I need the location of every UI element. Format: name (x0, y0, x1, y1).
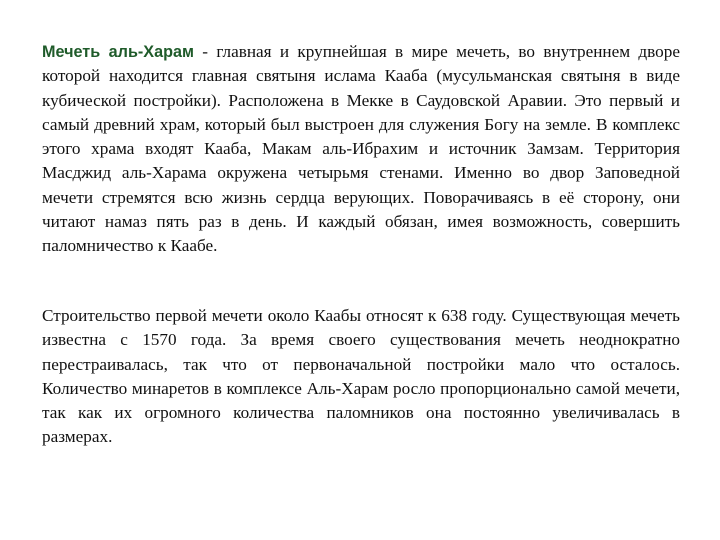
highlighted-term: Мечеть аль-Харам (42, 43, 194, 61)
paragraph-1-text: - главная и крупнейшая в мире мечеть, во внутреннем дворе которой находится главная святыня ислама Кааба (мусульманская святыня в виде кубической постройки). Расположена в Мекке в Саудовской Аравии. Это первый и самый древний храм, который был выстроен для служения Богу на земле. В комплекс этого храма входят Кааба, Макам аль-Ибрахим и источник Замзам. Территория Масджид аль-Харама окружена четырьмя стенами. Именно во двор Заповедной мечети стремятся всю жизнь сердца верующих. Поворачиваясь в её сторону, они читают намаз пять раз в день. И каждый обязан, имея возможность, совершить паломничество к Каабе. (42, 42, 680, 256)
paragraph-2 (42, 304, 680, 450)
paragraph-1 (42, 40, 680, 259)
paragraph-2-text: Строительство первой мечети около Каабы относят к 638 году. Существующая мечеть известна с 1570 года. За время своего существования мечеть неоднократно перестраивалась, так что от первоначальной постройки мало что осталось. Количество минаретов в комплексе Аль-Харам росло пропорционально самой мечети, так как их огромного количества паломников она постоянно увеличивалась в размерах. (42, 306, 680, 447)
